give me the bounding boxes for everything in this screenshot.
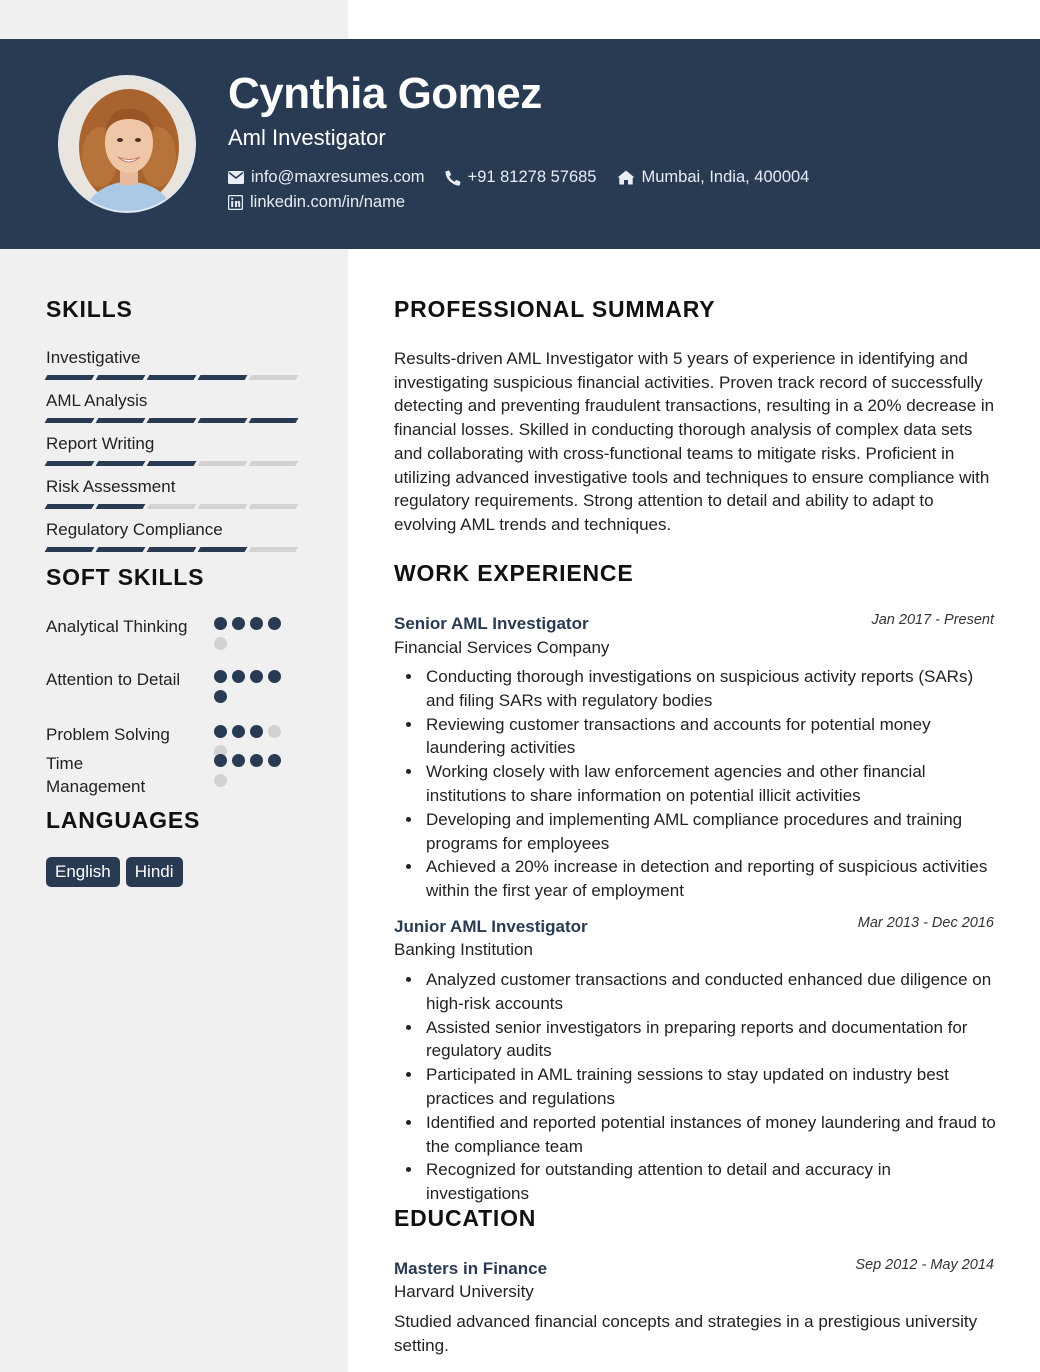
rating-dot: [232, 617, 245, 630]
candidate-name: Cynthia Gomez: [228, 69, 542, 118]
rating-dot: [214, 690, 227, 703]
rating-dot: [214, 774, 227, 787]
experience-heading: WORK EXPERIENCE: [394, 560, 634, 586]
envelope-icon: [228, 171, 244, 184]
rating-dot: [250, 754, 263, 767]
job-title: Senior AML Investigator: [394, 614, 589, 633]
home-icon: [617, 170, 635, 185]
skill-bar-segment: [45, 504, 95, 509]
skill-bar-segment: [147, 504, 197, 509]
skill-item: [46, 520, 306, 552]
rating-dot: [268, 617, 281, 630]
phone-icon: [445, 170, 461, 186]
skill-bar-segment: [198, 418, 248, 423]
list-item: Developing and implementing AML compliance procedures and training programs for employees: [426, 808, 996, 856]
skill-bar-segment: [96, 418, 146, 423]
list-item: Reviewing customer transactions and accounts for potential money laundering activities: [426, 713, 996, 761]
list-item: Participated in AML training sessions to stay updated on industry best practices and regulations: [426, 1063, 996, 1111]
skill-bar-segment: [198, 375, 248, 380]
skill-bar-segment: [45, 375, 95, 380]
languages-heading: LANGUAGES: [46, 807, 201, 833]
skill-bar: [46, 375, 306, 380]
skill-bar-segment: [198, 461, 248, 466]
school-name: Harvard University: [394, 1282, 534, 1301]
skill-bar-segment: [249, 504, 299, 509]
skill-bar-segment: [198, 547, 248, 552]
job-dates: Mar 2013 - Dec 2016: [857, 915, 994, 931]
list-item: Assisted senior investigators in preparing reports and documentation for regulatory audits: [426, 1016, 996, 1064]
candidate-role: Aml Investigator: [228, 125, 386, 150]
rating-dot: [232, 754, 245, 767]
skill-bar-segment: [249, 375, 299, 380]
skill-item: [46, 434, 306, 466]
rating-dot: [214, 754, 227, 767]
avatar: [58, 75, 196, 213]
rating-dot: [268, 670, 281, 683]
rating-dot: [214, 637, 227, 650]
language-tag: English: [46, 857, 120, 887]
skills-heading: SKILLS: [46, 296, 133, 322]
soft-skills-heading: SOFT SKILLS: [46, 564, 205, 590]
linkedin-text: linkedin.com/in/name: [250, 193, 405, 211]
soft-skill-name: Attention to Detail: [46, 670, 181, 689]
soft-skill-rating: [214, 670, 294, 710]
skill-bar-segment: [147, 375, 197, 380]
soft-skill-rating: [214, 617, 294, 657]
skill-item: [46, 348, 306, 380]
skill-bar-segment: [96, 547, 146, 552]
rating-dot: [268, 754, 281, 767]
soft-skill-rating: [214, 754, 294, 794]
skill-bar-segment: [45, 547, 95, 552]
skill-bar: [46, 418, 306, 423]
soft-skill-name: Analytical Thinking: [46, 617, 188, 636]
soft-skill-name: Time Management: [46, 754, 146, 796]
list-item: Identified and reported potential instances of money laundering and fraud to the compliance team: [426, 1111, 996, 1159]
skill-name: Investigative: [46, 348, 141, 367]
skill-bar-segment: [147, 418, 197, 423]
resume-header: [0, 39, 1040, 249]
skill-bar-segment: [147, 461, 197, 466]
contact-row-2: [228, 193, 425, 212]
phone-text: +91 81278 57685: [467, 168, 597, 186]
skill-name: Report Writing: [46, 434, 155, 453]
skill-bar-segment: [249, 547, 299, 552]
job-bullets: [426, 665, 996, 903]
skill-bar-segment: [96, 504, 146, 509]
rating-dot: [232, 725, 245, 738]
contact-email[interactable]: [228, 168, 425, 187]
address-text: Mumbai, India, 400004: [641, 168, 810, 186]
list-item: Analyzed customer transactions and conducted enhanced due diligence on high-risk accounts: [426, 968, 996, 1016]
rating-dot: [214, 617, 227, 630]
skill-bar-segment: [45, 418, 95, 423]
contact-phone[interactable]: [445, 168, 597, 187]
rating-dot: [250, 725, 263, 738]
rating-dot: [250, 670, 263, 683]
skill-bar: [46, 547, 306, 552]
rating-dot: [214, 670, 227, 683]
soft-skill-name: Problem Solving: [46, 725, 170, 744]
job-company: Financial Services Company: [394, 638, 610, 657]
job-bullets: [426, 968, 996, 1206]
skill-bar-segment: [45, 461, 95, 466]
skill-item: [46, 391, 306, 423]
list-item: Conducting thorough investigations on suspicious activity reports (SARs) and filing SARs with regulatory bodies: [426, 665, 996, 713]
skill-name: Regulatory Compliance: [46, 520, 223, 539]
skill-name: Risk Assessment: [46, 477, 176, 496]
education-description: Studied advanced financial concepts and strategies in a prestigious university setting.: [394, 1312, 978, 1355]
summary-text: Results-driven AML Investigator with 5 years of experience in identifying and investigating suspicious financial activities. Proven track record of successfully detecting and preventing fraudulent transactions, resulting in a 20% decrease in financial losses. Skilled in conducting thorough analysis of complex data sets and collaborating with cross-functional teams to mitigate risks. Proficient in utilizing advanced investigative tools and techniques to ensure compliance with regulatory requirements. Strong attention to detail and ability to adapt to evolving AML trends and techniques.: [394, 349, 995, 534]
linkedin-icon: [228, 195, 243, 210]
education-dates: Sep 2012 - May 2014: [855, 1257, 994, 1273]
job-dates: Jan 2017 - Present: [871, 612, 994, 628]
skill-bar-segment: [96, 375, 146, 380]
email-text: info@maxresumes.com: [251, 168, 425, 186]
degree-title: Masters in Finance: [394, 1259, 548, 1278]
rating-dot: [232, 670, 245, 683]
skill-item: [46, 477, 306, 509]
skill-bar-segment: [198, 504, 248, 509]
skill-bar: [46, 504, 306, 509]
rating-dot: [268, 725, 281, 738]
skill-bar-segment: [249, 418, 299, 423]
education-heading: EDUCATION: [394, 1205, 537, 1231]
skill-bar-segment: [96, 461, 146, 466]
languages-list: [46, 857, 189, 887]
rating-dot: [214, 725, 227, 738]
rating-dot: [250, 617, 263, 630]
skill-bar-segment: [249, 461, 299, 466]
list-item: Recognized for outstanding attention to detail and accuracy in investigations: [426, 1158, 996, 1206]
skill-bar-segment: [147, 547, 197, 552]
contact-linkedin[interactable]: [228, 193, 405, 212]
language-tag: Hindi: [126, 857, 183, 887]
contact-address: [617, 168, 810, 187]
list-item: Achieved a 20% increase in detection and reporting of suspicious activities within the first year of employment: [426, 855, 996, 903]
skill-bar: [46, 461, 306, 466]
summary-heading: PROFESSIONAL SUMMARY: [394, 296, 716, 322]
contact-row: [228, 168, 829, 187]
job-company: Banking Institution: [394, 940, 533, 959]
skill-name: AML Analysis: [46, 391, 148, 410]
list-item: Working closely with law enforcement agencies and other financial institutions to share information on potential illicit activities: [426, 760, 996, 808]
job-title: Junior AML Investigator: [394, 917, 588, 936]
